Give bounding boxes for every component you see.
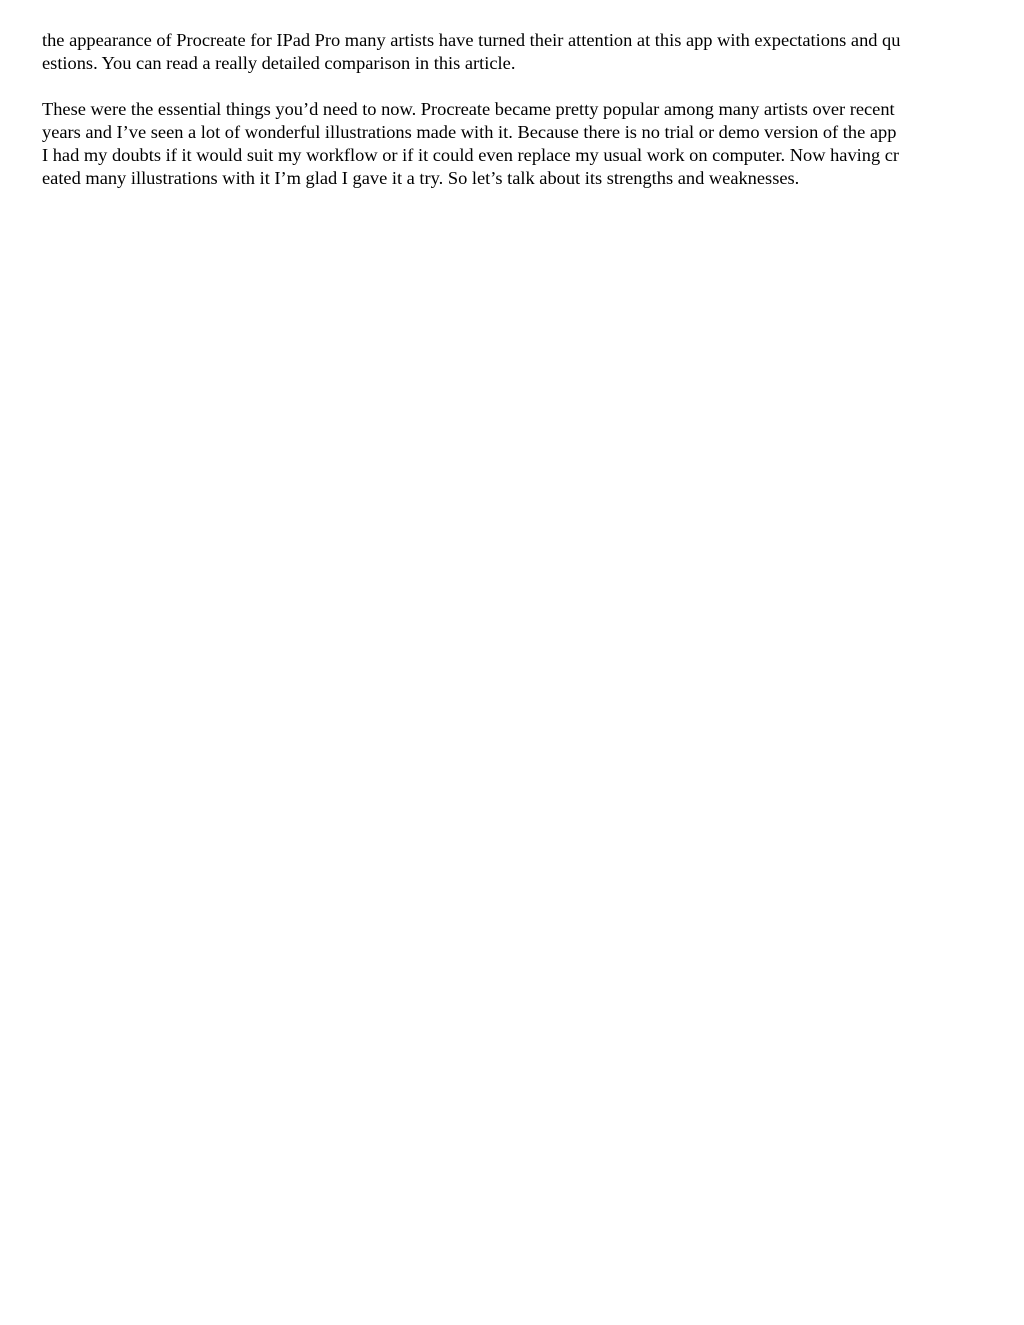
text-line: years and I’ve seen a lot of wonderful illustrations made with it. Because there is no trial or demo version of the app [42, 122, 897, 142]
text-line: I had my doubts if it would suit my workflow or if it could even replace my usual work on computer. Now having cr [42, 145, 900, 165]
paragraph-review [42, 98, 982, 190]
text-line: These were the essential things you’d need to now. Procreate became pretty popular among many artists over recent [42, 99, 895, 119]
paragraph-intro [42, 29, 982, 75]
paragraph-gap [42, 75, 982, 98]
text-line: the appearance of Procreate for IPad Pro many artists have turned their attention at this app with expectations and qu [42, 30, 901, 50]
text-line: estions. You can read a really detailed comparison in this article. [42, 53, 516, 73]
text-line: eated many illustrations with it I’m glad I gave it a try. So let’s talk about its strengths and weaknesses. [42, 168, 800, 188]
document-page [42, 29, 982, 190]
